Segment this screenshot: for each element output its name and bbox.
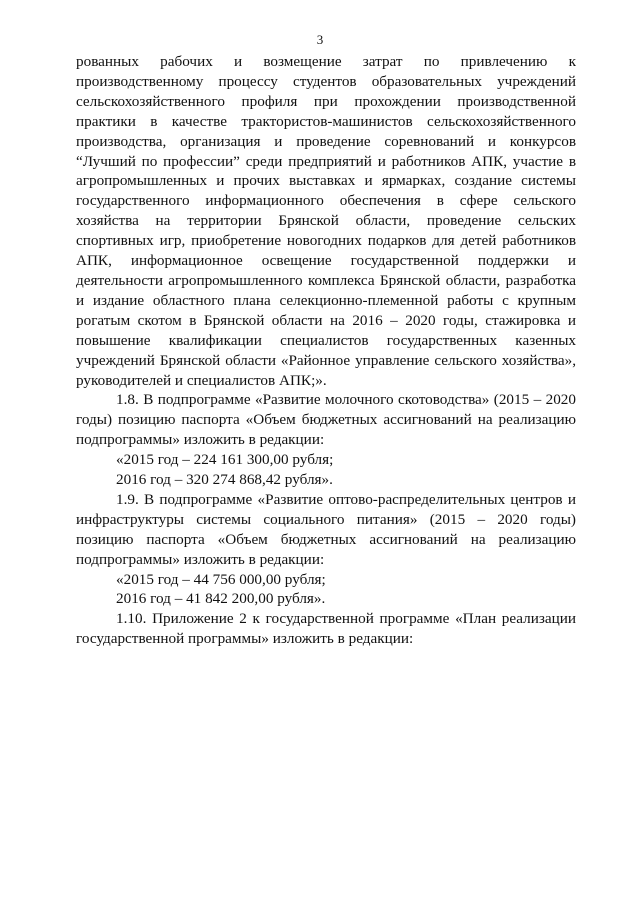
page-number: 3 bbox=[316, 32, 324, 47]
document-body bbox=[76, 52, 576, 649]
paragraph-amount-2015: «2015 год – 224 161 300,00 рубля; bbox=[116, 451, 334, 469]
paragraph-item-1-10: 1.10. Приложение 2 к государственной программе «План реализации государственной программы» изложить в редакции: bbox=[76, 610, 576, 648]
paragraph-amount-2016: 2016 год – 320 274 868,42 рубля». bbox=[116, 471, 333, 489]
paragraph-item-1-8: 1.8. В подпрограмме «Развитие молочного скотоводства» (2015 – 2020 годы) позицию паспорта «Объем бюджетных ассигнований на реализацию подпрограммы» изложить в редакции: bbox=[76, 391, 576, 449]
paragraph-item-1-9: 1.9. В подпрограмме «Развитие оптово-распределительных центров и инфраструктуры системы социального питания» (2015 – 2020 годы) позицию паспорта «Объем бюджетных ассигнований на реализацию подпрограммы» изложить в редакции: bbox=[76, 490, 576, 568]
paragraph-continuation: рованных рабочих и возмещение затрат по привлечению к производственному процессу студентов образовательных учреждений сельскохозяйственного профиля при прохождении производственной практики в качестве трактористов-машинистов сельскохозяйственного производства, организация и проведение соревнований и конкурсов “Лучший по профессии” среди предприятий и работников АПК, участие в агропромышленных и прочих выставках и ярмарках, создание системы государственного информационного обеспечения в сфере сельского хозяйства на территории Брянской области, проведение сельских спортивных игр, приобретение новогодних подарков для детей работников АПК, информационное освещение государственной поддержки и деятельности агропромышленного комплекса Брянской области, разработка и издание областного плана селекционно-племенной работы с крупным рогатым скотом в Брянской области на 2016 – 2020 годы, стажировка и повышение квалификации специалистов государственных казенных учреждений Брянской области «Районное управление сельского хозяйства», руководителей и специалистов АПК;». bbox=[76, 53, 576, 389]
paragraph-amount-2015: «2015 год – 44 756 000,00 рубля; bbox=[116, 570, 326, 588]
paragraph-amount-2016: 2016 год – 41 842 200,00 рубля». bbox=[116, 590, 326, 608]
